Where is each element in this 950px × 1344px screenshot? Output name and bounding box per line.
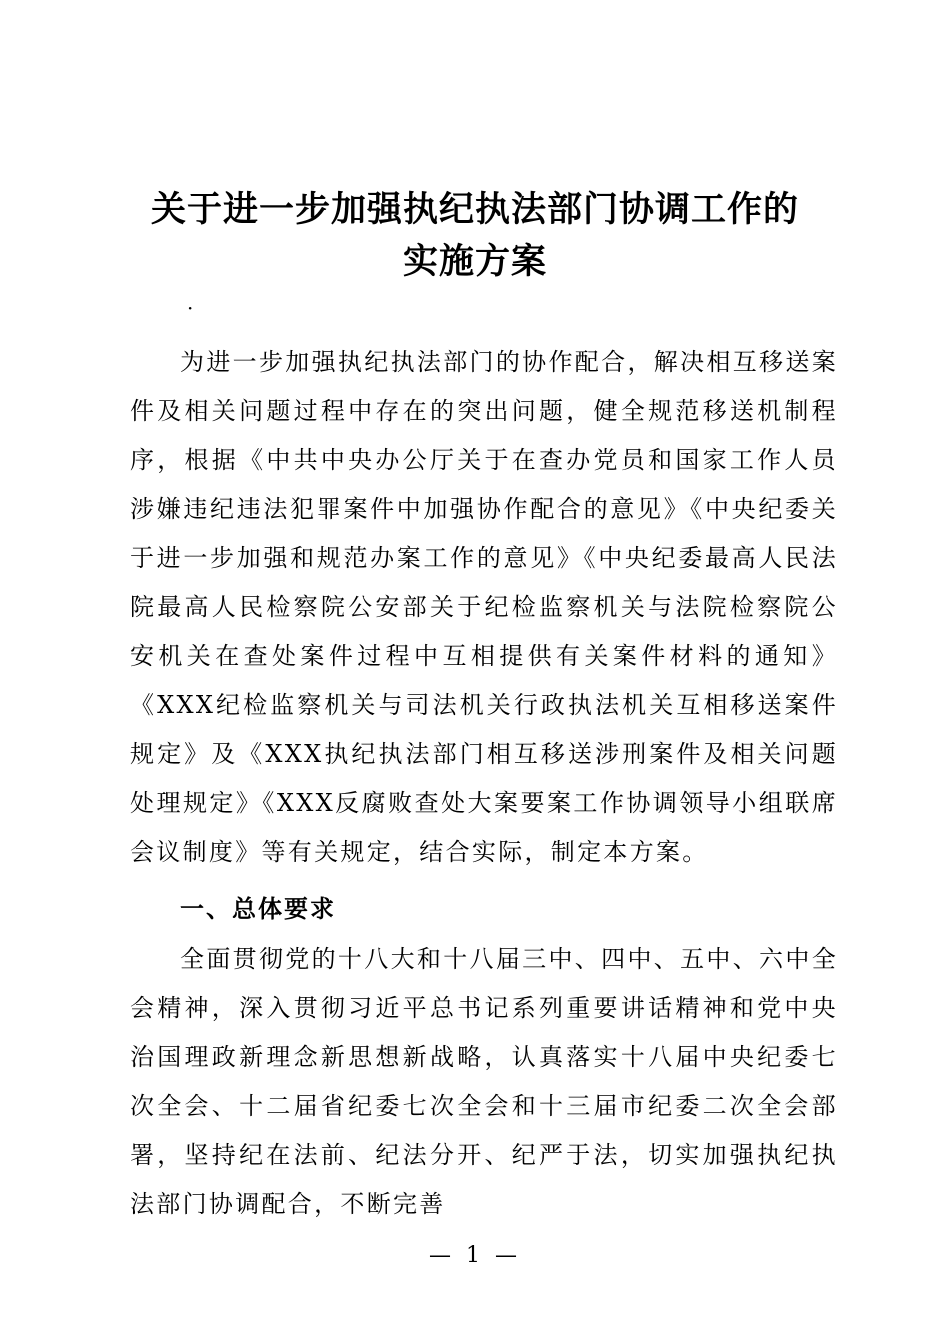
body-paragraph: 全面贯彻党的十八大和十八届三中、四中、五中、六中全会精神，深入贯彻习近平总书记系列重要讲话精神和党中央治国理政新理念新思想新战略，认真落实十八届中央纪委七次全会、十二届省纪委七次全会和十三届市纪委二次全会部署，坚持纪在法前、纪法分开、纪严于法，切实加强执纪执法部门协调配合，不断完善	[130, 945, 838, 1218]
intro-paragraph: 为进一步加强执纪执法部门的协作配合，解决相互移送案件及相关问题过程中存在的突出问题，健全规范移送机制程序，根据《中共中央办公厅关于在查办党员和国家工作人员涉嫌违纪违法犯罪案件中加强协作配合的意见》《中央纪委关于进一步加强和规范办案工作的意见》《中央纪委最高人民法院最高人民检察院公安部关于纪检监察机关与法院检察院公安机关在查处案件过程中互相提供有关案件材料的通知》《XXX纪检监察机关与司法机关行政执法机关互相移送案件规定》及《XXX执纪执法部门相互移送涉刑案件及相关问题处理规定》《XXX反腐败查处大案要案工作协调领导小组联席会议制度》等有关规定，结合实际，制定本方案。	[130, 348, 838, 866]
stray-marker: ·	[187, 296, 194, 320]
document-title-line2: 实施方案	[402, 241, 547, 282]
page-number: — 1 —	[429, 1243, 521, 1268]
document-title-line1: 关于进一步加强执纪执法部门协调工作的	[150, 189, 799, 230]
section-heading: 一、总体要求	[180, 895, 336, 923]
